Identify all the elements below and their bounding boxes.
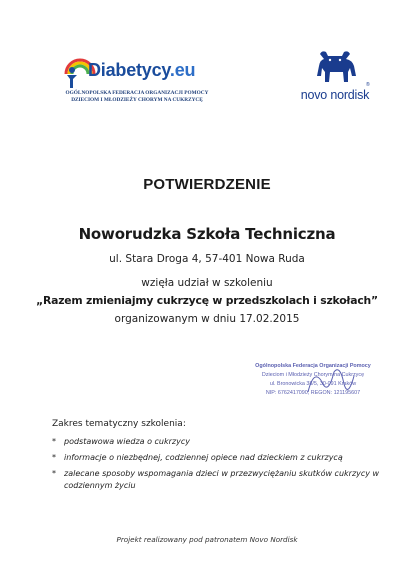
diabetycy-logo [52,44,222,124]
novo-nordisk-wordmark: novo nordisk [300,88,370,102]
logo-subtitle: OGÓLNOPOLSKA FEDERACJA ORGANIZACJI POMOCY DZIECIOM I MŁODZIEŻY CHORYM NA CUKRZYCĘ [65,90,209,103]
logo-title: Diabetycy.eu [88,60,196,80]
novo-nordisk-logo [290,48,380,108]
document-title: POTWIERDZENIE [143,176,271,193]
signature-scribble [300,362,360,408]
registered-mark: ® [366,82,370,88]
school-address: ul. Stara Droga 4, 57-401 Nowa Ruda [109,253,305,265]
list-item: * zalecane sposoby wspomagania dzieci w przezwyciężaniu skutków cukrzycy w codziennym życiu [52,469,380,490]
school-name: Noworudzka Szkoła Techniczna [78,225,336,243]
footer-note: Projekt realizowany pod patronatem Novo Nordisk [116,535,298,544]
topics-list [52,436,382,496]
organization-stamp: Ogólnopolska Federacja Organizacji Pomocy Dzieciom i Młodzieży Chorym na Cukrzycę ul. Bronowicka 38/5, 30-091 Kraków NIP: 6762417090, REGON: 121195607 [238,362,388,410]
list-item: * podstawowa wiedza o cukrzycy [52,437,190,446]
topics-label: Zakres tematyczny szkolenia: [52,419,186,429]
list-item: * informacje o niezbędnej, codziennej opiece nad dzieckiem z cukrzycą [52,453,343,462]
training-date: organizowanym w dniu 17.02.2015 [114,313,300,325]
participation-text: wzięła udział w szkoleniu [141,277,273,289]
training-title: „Razem zmieniajmy cukrzycę w przedszkolach i szkołach” [36,294,378,307]
